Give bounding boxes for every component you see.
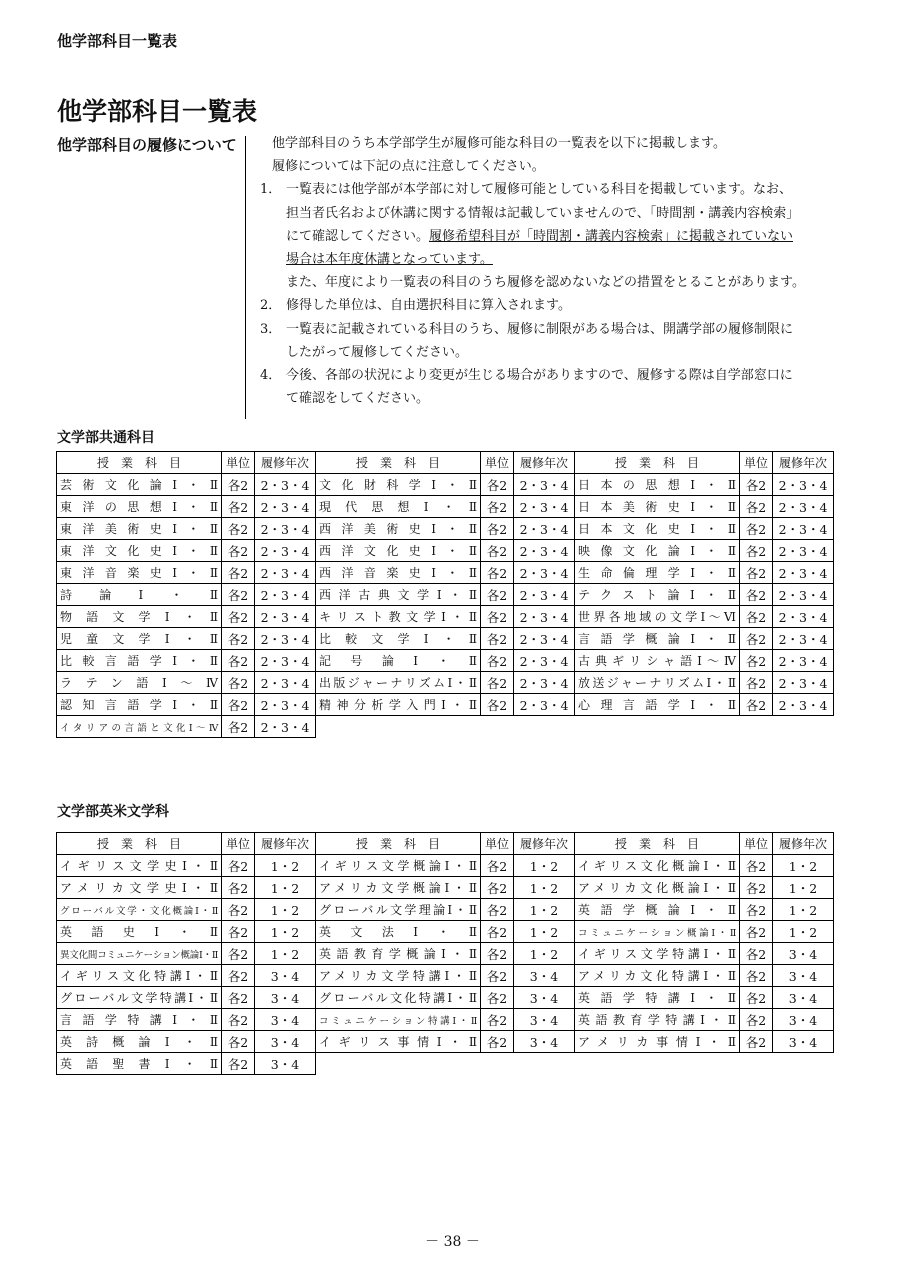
table-row: [57, 965, 834, 987]
header-unit: 単位: [222, 833, 255, 855]
unit-cell: 各2: [740, 899, 773, 921]
table-row: [57, 672, 834, 694]
year-cell: 1・2: [255, 855, 316, 877]
year-cell: 3・4: [514, 1031, 575, 1053]
empty-cell: [575, 1053, 740, 1075]
intro-line: 他学部科目のうち本学部学生が履修可能な科目の一覧表を以下に掲載します。: [272, 136, 726, 151]
year-cell: 2・3・4: [773, 584, 834, 606]
unit-cell: 各2: [481, 877, 514, 899]
year-cell: 3・4: [773, 1009, 834, 1031]
subject-name-cell: 西洋美術史Ⅰ・Ⅱ: [316, 518, 481, 540]
subject-name-cell: 出版ジャーナリズムⅠ・Ⅱ: [316, 672, 481, 694]
unit-cell: 各2: [740, 496, 773, 518]
note-line: 今後、各部の状況により変更が生じる場合がありますので、履修する際は自学部窓口に: [286, 368, 793, 384]
english-subjects-table: [56, 832, 834, 1075]
subject-name-cell: 異文化間コミュニケーション概論Ⅰ・Ⅱ: [57, 943, 222, 965]
subject-name-cell: 映像文化論Ⅰ・Ⅱ: [575, 540, 740, 562]
unit-cell: 各2: [740, 474, 773, 496]
unit-cell: 各2: [222, 965, 255, 987]
table-row: [57, 987, 834, 1009]
header-subject: 授 業 科 目: [575, 452, 740, 474]
subject-name-cell: 心理言語学Ⅰ・Ⅱ: [575, 694, 740, 716]
note-number: 1．: [260, 182, 282, 198]
table-row: [57, 877, 834, 899]
unit-cell: 各2: [481, 899, 514, 921]
subject-name-cell: 英語聖書Ⅰ・Ⅱ: [57, 1053, 222, 1075]
unit-cell: 各2: [740, 518, 773, 540]
year-cell: 3・4: [514, 1009, 575, 1031]
year-cell: 2・3・4: [255, 540, 316, 562]
year-cell: 3・4: [255, 1053, 316, 1075]
unit-cell: 各2: [481, 694, 514, 716]
header-subject: 授 業 科 目: [316, 833, 481, 855]
subject-name-cell: アメリカ事情Ⅰ・Ⅱ: [575, 1031, 740, 1053]
table-row: [57, 1031, 834, 1053]
year-cell: 2・3・4: [773, 518, 834, 540]
table-row: [57, 921, 834, 943]
year-cell: 2・3・4: [514, 672, 575, 694]
unit-cell: 各2: [740, 650, 773, 672]
year-cell: 1・2: [255, 899, 316, 921]
year-cell: 2・3・4: [773, 496, 834, 518]
underlined-note: 履修希望科目が「時間割・講義内容検索」に掲載されていない: [429, 228, 794, 244]
header-year: 履修年次: [773, 452, 834, 474]
subject-name-cell: 英文法Ⅰ・Ⅱ: [316, 921, 481, 943]
table-row: [57, 540, 834, 562]
unit-cell: 各2: [740, 628, 773, 650]
unit-cell: 各2: [222, 628, 255, 650]
unit-cell: 各2: [740, 855, 773, 877]
note-line: したがって履修してください。: [286, 344, 469, 360]
page-title: 他学部科目一覧表: [57, 97, 258, 126]
subject-name-cell: イギリス文学特講Ⅰ・Ⅱ: [575, 943, 740, 965]
table-row: [57, 716, 834, 738]
subject-name-cell: 精神分析学入門Ⅰ・Ⅱ: [316, 694, 481, 716]
year-cell: 1・2: [773, 877, 834, 899]
unit-cell: 各2: [740, 965, 773, 987]
year-cell: 2・3・4: [255, 562, 316, 584]
year-cell: 2・3・4: [773, 628, 834, 650]
header-unit: 単位: [481, 452, 514, 474]
subject-name-cell: ラテン語Ⅰ～Ⅳ: [57, 672, 222, 694]
unit-cell: 各2: [740, 987, 773, 1009]
note-number: 4．: [260, 368, 282, 384]
unit-cell: 各2: [481, 1031, 514, 1053]
year-cell: 2・3・4: [255, 694, 316, 716]
unit-cell: 各2: [222, 474, 255, 496]
subject-name-cell: イギリス文学概論Ⅰ・Ⅱ: [316, 855, 481, 877]
intro-text: [257, 132, 847, 410]
year-cell: 1・2: [255, 943, 316, 965]
unit-cell: 各2: [740, 584, 773, 606]
unit-cell: 各2: [740, 1009, 773, 1031]
subject-name-cell: コミュニケーション概論Ⅰ・Ⅱ: [575, 921, 740, 943]
note-line: にて確認してください。履修希望科目が「時間割・講義内容検索」に掲載されていない: [286, 228, 794, 244]
unit-cell: 各2: [740, 606, 773, 628]
empty-cell: [481, 716, 514, 738]
header-unit: 単位: [222, 452, 255, 474]
unit-cell: 各2: [481, 518, 514, 540]
year-cell: 2・3・4: [514, 694, 575, 716]
unit-cell: 各2: [481, 672, 514, 694]
unit-cell: 各2: [222, 694, 255, 716]
year-cell: 2・3・4: [514, 584, 575, 606]
unit-cell: 各2: [481, 606, 514, 628]
empty-cell: [316, 716, 481, 738]
subject-name-cell: 古典ギリシャ語Ⅰ～Ⅳ: [575, 650, 740, 672]
empty-cell: [773, 716, 834, 738]
section-title-common: 文学部共通科目: [57, 430, 155, 446]
subject-name-cell: 芸術文化論Ⅰ・Ⅱ: [57, 474, 222, 496]
year-cell: 2・3・4: [773, 562, 834, 584]
year-cell: 2・3・4: [773, 540, 834, 562]
subject-name-cell: アメリカ文化概論Ⅰ・Ⅱ: [575, 877, 740, 899]
unit-cell: 各2: [481, 584, 514, 606]
subject-name-cell: 西洋音楽史Ⅰ・Ⅱ: [316, 562, 481, 584]
subject-name-cell: 記号論Ⅰ・Ⅱ: [316, 650, 481, 672]
year-cell: 3・4: [514, 987, 575, 1009]
year-cell: 2・3・4: [773, 672, 834, 694]
empty-cell: [740, 1053, 773, 1075]
year-cell: 3・4: [773, 1031, 834, 1053]
subject-name-cell: 東洋美術史Ⅰ・Ⅱ: [57, 518, 222, 540]
year-cell: 3・4: [773, 943, 834, 965]
unit-cell: 各2: [740, 540, 773, 562]
year-cell: 2・3・4: [773, 474, 834, 496]
table-row: [57, 1053, 834, 1075]
year-cell: 2・3・4: [514, 606, 575, 628]
year-cell: 2・3・4: [514, 628, 575, 650]
year-cell: 3・4: [255, 1009, 316, 1031]
note-line: また、年度により一覧表の科目のうち履修を認めないなどの措置をとることがあります。: [286, 275, 805, 291]
year-cell: 3・4: [773, 987, 834, 1009]
unit-cell: 各2: [222, 672, 255, 694]
year-cell: 3・4: [514, 965, 575, 987]
empty-cell: [514, 716, 575, 738]
subject-name-cell: 比較言語学Ⅰ・Ⅱ: [57, 650, 222, 672]
subject-name-cell: グローバル文学・文化概論Ⅰ・Ⅱ: [57, 899, 222, 921]
year-cell: 1・2: [514, 943, 575, 965]
unit-cell: 各2: [481, 474, 514, 496]
subject-name-cell: テクスト論Ⅰ・Ⅱ: [575, 584, 740, 606]
table-header-row: [57, 833, 834, 855]
year-cell: 2・3・4: [255, 584, 316, 606]
unit-cell: 各2: [222, 650, 255, 672]
year-cell: 3・4: [255, 1031, 316, 1053]
subject-name-cell: イタリアの言語と文化Ⅰ～Ⅳ: [57, 716, 222, 738]
header-unit: 単位: [740, 833, 773, 855]
unit-cell: 各2: [222, 496, 255, 518]
unit-cell: 各2: [222, 943, 255, 965]
table-row: [57, 562, 834, 584]
unit-cell: 各2: [740, 694, 773, 716]
year-cell: 1・2: [514, 921, 575, 943]
subject-name-cell: 比較文学Ⅰ・Ⅱ: [316, 628, 481, 650]
unit-cell: 各2: [481, 540, 514, 562]
header-subject: 授 業 科 目: [57, 833, 222, 855]
note-line: [286, 248, 847, 271]
unit-cell: 各2: [222, 1031, 255, 1053]
table-row: [57, 899, 834, 921]
section-subhead: 他学部科目の履修について: [57, 136, 237, 154]
table-row: [57, 474, 834, 496]
header-unit: 単位: [481, 833, 514, 855]
year-cell: 1・2: [255, 921, 316, 943]
unit-cell: 各2: [740, 1031, 773, 1053]
subject-name-cell: 物語文学Ⅰ・Ⅱ: [57, 606, 222, 628]
table-row: [57, 496, 834, 518]
note-item-1: [257, 178, 847, 294]
unit-cell: 各2: [222, 1053, 255, 1075]
subject-name-cell: 東洋音楽史Ⅰ・Ⅱ: [57, 562, 222, 584]
table-row: [57, 584, 834, 606]
header-subject: 授 業 科 目: [575, 833, 740, 855]
unit-cell: 各2: [222, 921, 255, 943]
year-cell: 2・3・4: [773, 606, 834, 628]
subject-name-cell: 英詩概論Ⅰ・Ⅱ: [57, 1031, 222, 1053]
unit-cell: 各2: [481, 496, 514, 518]
table-row: [57, 518, 834, 540]
unit-cell: 各2: [222, 877, 255, 899]
subject-name-cell: イギリス文化特講Ⅰ・Ⅱ: [57, 965, 222, 987]
note-line: 修得した単位は、自由選択科目に算入されます。: [286, 298, 571, 314]
year-cell: 2・3・4: [773, 650, 834, 672]
unit-cell: 各2: [222, 899, 255, 921]
subject-name-cell: イギリス文化概論Ⅰ・Ⅱ: [575, 855, 740, 877]
year-cell: 1・2: [773, 899, 834, 921]
unit-cell: 各2: [222, 584, 255, 606]
unit-cell: 各2: [740, 562, 773, 584]
year-cell: 2・3・4: [514, 474, 575, 496]
year-cell: 2・3・4: [255, 650, 316, 672]
subject-name-cell: 文化財科学Ⅰ・Ⅱ: [316, 474, 481, 496]
subject-name-cell: アメリカ文学史Ⅰ・Ⅱ: [57, 877, 222, 899]
year-cell: 2・3・4: [514, 518, 575, 540]
unit-cell: 各2: [740, 921, 773, 943]
note-number: 2．: [260, 298, 282, 314]
subject-name-cell: 児童文学Ⅰ・Ⅱ: [57, 628, 222, 650]
year-cell: 1・2: [514, 855, 575, 877]
year-cell: 2・3・4: [514, 562, 575, 584]
subject-name-cell: 英語学特講Ⅰ・Ⅱ: [575, 987, 740, 1009]
subject-name-cell: 言語学特講Ⅰ・Ⅱ: [57, 1009, 222, 1031]
unit-cell: 各2: [740, 672, 773, 694]
subject-name-cell: 英語学概論Ⅰ・Ⅱ: [575, 899, 740, 921]
year-cell: 1・2: [773, 921, 834, 943]
unit-cell: 各2: [481, 562, 514, 584]
subject-name-cell: 言語学概論Ⅰ・Ⅱ: [575, 628, 740, 650]
subject-name-cell: 日本文化史Ⅰ・Ⅱ: [575, 518, 740, 540]
year-cell: 2・3・4: [255, 518, 316, 540]
underlined-note: 場合は本年度休講となっています。: [286, 252, 493, 268]
note-item-3: [257, 318, 847, 364]
table-row: [57, 628, 834, 650]
empty-cell: [740, 716, 773, 738]
unit-cell: 各2: [481, 1009, 514, 1031]
year-cell: 1・2: [514, 899, 575, 921]
subject-name-cell: 西洋文化史Ⅰ・Ⅱ: [316, 540, 481, 562]
table-row: [57, 1009, 834, 1031]
page-number: － 38 －: [425, 1234, 480, 1250]
note-item-2: [257, 294, 847, 317]
year-cell: 3・4: [255, 965, 316, 987]
unit-cell: 各2: [481, 855, 514, 877]
subject-name-cell: 英語教育学特講Ⅰ・Ⅱ: [575, 1009, 740, 1031]
unit-cell: 各2: [222, 716, 255, 738]
common-subjects-table: [56, 451, 834, 738]
unit-cell: 各2: [481, 628, 514, 650]
section-title-english: 文学部英米文学科: [57, 804, 169, 820]
empty-cell: [316, 1053, 481, 1075]
table-row: [57, 694, 834, 716]
year-cell: 2・3・4: [255, 716, 316, 738]
year-cell: 2・3・4: [255, 672, 316, 694]
subject-name-cell: 日本美術史Ⅰ・Ⅱ: [575, 496, 740, 518]
unit-cell: 各2: [222, 562, 255, 584]
subject-name-cell: 英語史Ⅰ・Ⅱ: [57, 921, 222, 943]
empty-cell: [773, 1053, 834, 1075]
header-subject: 授 業 科 目: [316, 452, 481, 474]
subject-name-cell: アメリカ文化特講Ⅰ・Ⅱ: [575, 965, 740, 987]
divider-line: [245, 136, 246, 419]
intro-line: 履修については下記の点に注意してください。: [272, 159, 545, 175]
note-line: 担当者氏名および休講に関する情報は記載していませんので、「時間割・講義内容検索」: [286, 205, 800, 221]
year-cell: 1・2: [255, 877, 316, 899]
unit-cell: 各2: [222, 518, 255, 540]
unit-cell: 各2: [222, 606, 255, 628]
year-cell: 2・3・4: [514, 496, 575, 518]
header-unit: 単位: [740, 452, 773, 474]
subject-name-cell: 現代思想Ⅰ・Ⅱ: [316, 496, 481, 518]
table-row: [57, 606, 834, 628]
year-cell: 1・2: [514, 877, 575, 899]
note-line: て確認をしてください。: [286, 391, 430, 407]
header-year: 履修年次: [514, 833, 575, 855]
table-row: [57, 650, 834, 672]
unit-cell: 各2: [222, 1009, 255, 1031]
year-cell: 2・3・4: [255, 628, 316, 650]
year-cell: 3・4: [773, 965, 834, 987]
empty-cell: [514, 1053, 575, 1075]
subject-name-cell: 西洋古典文学Ⅰ・Ⅱ: [316, 584, 481, 606]
subject-name-cell: グローバル文化特講Ⅰ・Ⅱ: [316, 987, 481, 1009]
header-year: 履修年次: [255, 833, 316, 855]
subject-name-cell: グローバル文学特講Ⅰ・Ⅱ: [57, 987, 222, 1009]
empty-cell: [575, 716, 740, 738]
subject-name-cell: 日本の思想Ⅰ・Ⅱ: [575, 474, 740, 496]
year-cell: 2・3・4: [773, 694, 834, 716]
subject-name-cell: 世界各地域の文学Ⅰ～Ⅵ: [575, 606, 740, 628]
subject-name-cell: イギリス文学史Ⅰ・Ⅱ: [57, 855, 222, 877]
running-header: 他学部科目一覧表: [57, 32, 178, 50]
subject-name-cell: キリスト教文学Ⅰ・Ⅱ: [316, 606, 481, 628]
table-header-row: [57, 452, 834, 474]
note-line: 一覧表に記載されている科目のうち、履修に制限がある場合は、開講学部の履修制限に: [286, 321, 794, 337]
subject-name-cell: 東洋の思想Ⅰ・Ⅱ: [57, 496, 222, 518]
subject-name-cell: グローバル文学理論Ⅰ・Ⅱ: [316, 899, 481, 921]
header-subject: 授 業 科 目: [57, 452, 222, 474]
header-year: 履修年次: [514, 452, 575, 474]
year-cell: 3・4: [255, 987, 316, 1009]
unit-cell: 各2: [481, 943, 514, 965]
subject-name-cell: コミュニケーション特講Ⅰ・Ⅱ: [316, 1009, 481, 1031]
note-item-4: [257, 364, 847, 410]
subject-name-cell: 詩論Ⅰ・Ⅱ: [57, 584, 222, 606]
unit-cell: 各2: [222, 855, 255, 877]
unit-cell: 各2: [481, 650, 514, 672]
note-line: 一覧表には他学部が本学部に対して履修可能としている科目を掲載しています。なお、: [286, 182, 792, 198]
year-cell: 1・2: [773, 855, 834, 877]
year-cell: 2・3・4: [255, 606, 316, 628]
subject-name-cell: 放送ジャーナリズムⅠ・Ⅱ: [575, 672, 740, 694]
year-cell: 2・3・4: [514, 540, 575, 562]
year-cell: 2・3・4: [255, 474, 316, 496]
table-row: [57, 943, 834, 965]
subject-name-cell: 生命倫理学Ⅰ・Ⅱ: [575, 562, 740, 584]
table-row: [57, 855, 834, 877]
empty-cell: [481, 1053, 514, 1075]
subject-name-cell: 東洋文化史Ⅰ・Ⅱ: [57, 540, 222, 562]
subject-name-cell: アメリカ文学概論Ⅰ・Ⅱ: [316, 877, 481, 899]
year-cell: 2・3・4: [514, 650, 575, 672]
unit-cell: 各2: [222, 540, 255, 562]
subject-name-cell: イギリス事情Ⅰ・Ⅱ: [316, 1031, 481, 1053]
unit-cell: 各2: [481, 987, 514, 1009]
subject-name-cell: 認知言語学Ⅰ・Ⅱ: [57, 694, 222, 716]
year-cell: 2・3・4: [255, 496, 316, 518]
unit-cell: 各2: [481, 921, 514, 943]
subject-name-cell: 英語教育学概論Ⅰ・Ⅱ: [316, 943, 481, 965]
header-year: 履修年次: [255, 452, 316, 474]
header-year: 履修年次: [773, 833, 834, 855]
unit-cell: 各2: [222, 987, 255, 1009]
unit-cell: 各2: [481, 965, 514, 987]
subject-name-cell: アメリカ文学特講Ⅰ・Ⅱ: [316, 965, 481, 987]
note-number: 3．: [260, 321, 282, 337]
unit-cell: 各2: [740, 877, 773, 899]
unit-cell: 各2: [740, 943, 773, 965]
